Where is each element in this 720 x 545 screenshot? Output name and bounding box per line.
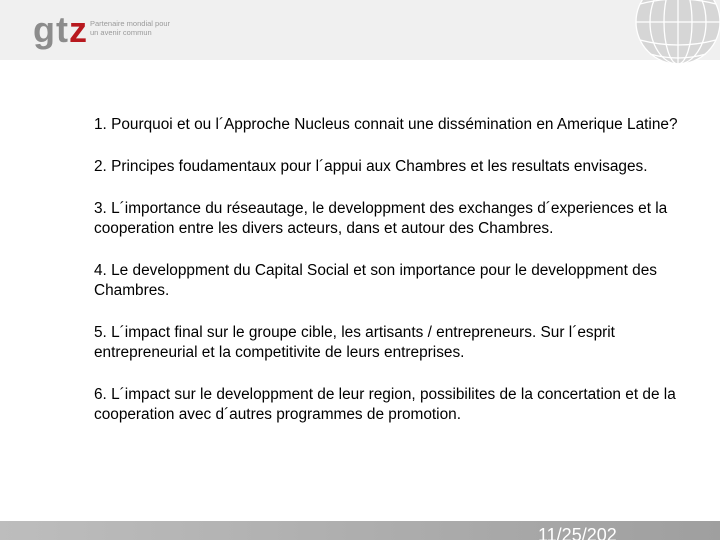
logo-tagline — [90, 19, 170, 37]
agenda-item-6: 6. L´impact sur le developpment de leur region, possibilites de la concertation et de la cooperation avec d´autres programmes de promotion. — [94, 386, 676, 423]
gtz-logo: gtz — [33, 9, 88, 50]
header — [0, 0, 720, 60]
tagline-line-1: Partenaire mondial pour — [90, 19, 171, 28]
agenda-item-4: 4. Le developpment du Capital Social et son importance pour le developpment des Chambres. — [94, 262, 657, 299]
globe-icon — [620, 0, 720, 66]
agenda-list — [94, 115, 694, 447]
agenda-item-3: 3. L´importance du réseautage, le developpment des exchanges d´experiences et la cooperation entre les divers acteurs, dans et autour des Chambres. — [94, 200, 668, 237]
tagline-line-2: un avenir commun — [90, 28, 152, 37]
footer-date: 11/25/202 — [538, 525, 617, 545]
agenda-item-2: 2. Principes foudamentaux pour l´appui aux Chambres et les resultats envisages. — [94, 158, 648, 175]
agenda-item-5: 5. L´impact final sur le groupe cible, les artisants / entrepreneurs. Sur l´esprit entrepreneurial et la competitivite de leurs entreprises. — [94, 324, 615, 361]
agenda-item-1: 1. Pourquoi et ou l´Approche Nucleus connait une dissémination en Amerique Latine? — [94, 116, 678, 133]
